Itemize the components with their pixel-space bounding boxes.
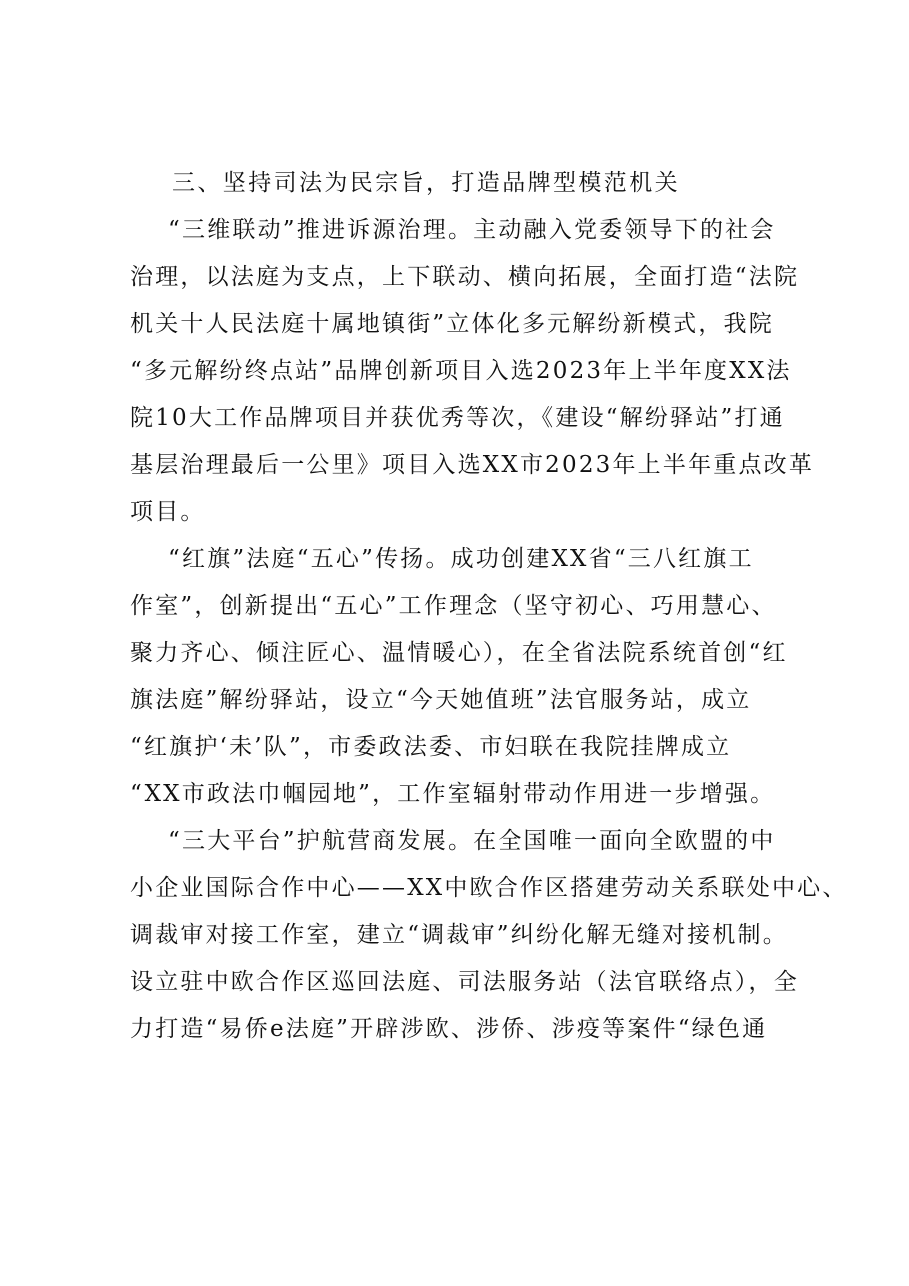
document-body xyxy=(130,160,848,1053)
body-line: 院10大工作品牌项目并获优秀等次，《建设“解纷驿站”打通 xyxy=(130,405,785,431)
body-line: “红旗”法庭“五心”传扬。成功创建XX省“三八红旗工 xyxy=(130,546,754,572)
body-line: “XX市政法巾帼园地”，工作室辐射带动作用进一步增强。 xyxy=(130,781,776,807)
body-line: “三维联动”推进诉源治理。主动融入党委领导下的社会 xyxy=(130,217,776,243)
body-line: “三大平台”护航营商发展。在全国唯一面向全欧盟的中 xyxy=(130,828,776,854)
body-line: 基层治理最后一公里》项目入选XX市2023年上半年重点改革 xyxy=(130,452,815,478)
body-line: “多元解纷终点站”品牌创新项目入选2023年上半年度XX法 xyxy=(130,358,792,384)
body-line: 机关十人民法庭十属地镇街”立体化多元解纷新模式，我院 xyxy=(130,311,774,337)
body-line: 设立驻中欧合作区巡回法庭、司法服务站（法官联络点），全 xyxy=(130,969,799,995)
body-line: 旗法庭”解纷驿站，设立“今天她值班”法官服务站，成立 xyxy=(130,687,752,713)
body-line: 力打造“易侨e法庭”开辟涉欧、涉侨、涉疫等案件“绿色通 xyxy=(130,1016,768,1042)
body-line: 治理，以法庭为支点，上下联动、横向拓展，全面打造“法院 xyxy=(130,264,800,290)
body-line: “红旗护‘未’队”，市委政法委、市妇联在我院挂牌成立 xyxy=(130,734,732,760)
body-line: 小企业国际合作中心——XX中欧合作区搭建劳动关系联处中心、 xyxy=(130,875,848,901)
body-line: 项目。 xyxy=(130,499,206,525)
body-line: 调裁审对接工作室，建立“调裁审”纠纷化解无缝对接机制。 xyxy=(130,922,788,948)
section-heading: 三、坚持司法为民宗旨，打造品牌型模范机关 xyxy=(172,170,680,196)
body-line: 作室”，创新提出“五心”工作理念（坚守初心、巧用慧心、 xyxy=(130,593,777,619)
body-line: 聚力齐心、倾注匠心、温情暖心），在全省法院系统首创“红 xyxy=(130,640,788,666)
